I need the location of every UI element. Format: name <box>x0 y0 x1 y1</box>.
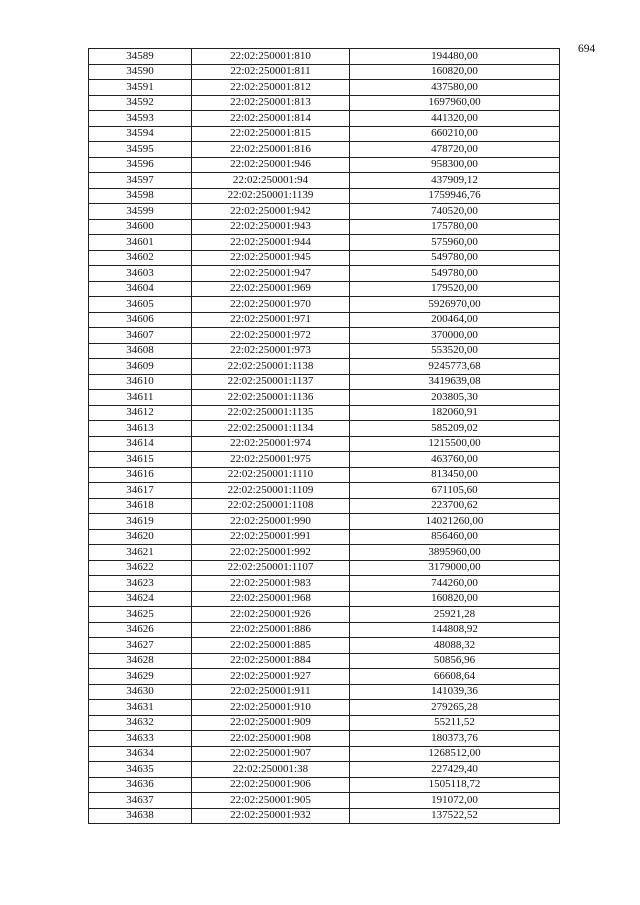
cadastral-value-cell: 958300,00 <box>350 157 560 173</box>
row-number-cell: 34630 <box>89 684 192 700</box>
row-number-cell: 34614 <box>89 436 192 452</box>
row-number-cell: 34629 <box>89 669 192 685</box>
cadastral-value-cell: 48088,32 <box>350 638 560 654</box>
cadastral-number-cell: 22:02:250001:1109 <box>192 483 350 499</box>
page-number: 694 <box>578 43 596 55</box>
cadastral-value-cell: 66608,64 <box>350 669 560 685</box>
row-number-cell: 34593 <box>89 111 192 127</box>
row-number-cell: 34638 <box>89 808 192 824</box>
cadastral-number-cell: 22:02:250001:971 <box>192 312 350 328</box>
table-row <box>89 49 560 65</box>
row-number-cell: 34633 <box>89 731 192 747</box>
cadastral-value-cell: 813450,00 <box>350 467 560 483</box>
row-number-cell: 34607 <box>89 328 192 344</box>
cadastral-number-cell: 22:02:250001:970 <box>192 297 350 313</box>
cadastral-value-cell: 194480,00 <box>350 49 560 65</box>
row-number-cell: 34631 <box>89 700 192 716</box>
cadastral-value-cell: 179520,00 <box>350 281 560 297</box>
row-number-cell: 34599 <box>89 204 192 220</box>
cadastral-number-cell: 22:02:250001:983 <box>192 576 350 592</box>
cadastral-value-cell: 144808,92 <box>350 622 560 638</box>
table-row <box>89 808 560 824</box>
cadastral-number-cell: 22:02:250001:814 <box>192 111 350 127</box>
table-row <box>89 142 560 158</box>
cadastral-number-cell: 22:02:250001:909 <box>192 715 350 731</box>
cadastral-number-cell: 22:02:250001:905 <box>192 793 350 809</box>
cadastral-value-cell: 180373,76 <box>350 731 560 747</box>
cadastral-number-cell: 22:02:250001:943 <box>192 219 350 235</box>
cadastral-number-cell: 22:02:250001:969 <box>192 281 350 297</box>
cadastral-number-cell: 22:02:250001:946 <box>192 157 350 173</box>
table-row <box>89 684 560 700</box>
table-row <box>89 250 560 266</box>
cadastral-value-cell: 55211,52 <box>350 715 560 731</box>
row-number-cell: 34597 <box>89 173 192 189</box>
cadastral-value-cell: 1505118,72 <box>350 777 560 793</box>
row-number-cell: 34591 <box>89 80 192 96</box>
row-number-cell: 34592 <box>89 95 192 111</box>
cadastral-number-cell: 22:02:250001:1108 <box>192 498 350 514</box>
cadastral-number-cell: 22:02:250001:907 <box>192 746 350 762</box>
cadastral-value-cell: 227429,40 <box>350 762 560 778</box>
cadastral-number-cell: 22:02:250001:816 <box>192 142 350 158</box>
cadastral-number-cell: 22:02:250001:908 <box>192 731 350 747</box>
cadastral-value-cell: 191072,00 <box>350 793 560 809</box>
row-number-cell: 34636 <box>89 777 192 793</box>
table-row <box>89 746 560 762</box>
row-number-cell: 34626 <box>89 622 192 638</box>
cadastral-number-cell: 22:02:250001:884 <box>192 653 350 669</box>
row-number-cell: 34632 <box>89 715 192 731</box>
table-row <box>89 638 560 654</box>
cadastral-number-cell: 22:02:250001:972 <box>192 328 350 344</box>
cadastral-number-cell: 22:02:250001:990 <box>192 514 350 530</box>
row-number-cell: 34617 <box>89 483 192 499</box>
row-number-cell: 34606 <box>89 312 192 328</box>
cadastral-value-cell: 575960,00 <box>350 235 560 251</box>
row-number-cell: 34594 <box>89 126 192 142</box>
table-row <box>89 467 560 483</box>
table-row <box>89 498 560 514</box>
cadastral-value-cell: 200464,00 <box>350 312 560 328</box>
cadastral-value-cell: 223700,62 <box>350 498 560 514</box>
row-number-cell: 34600 <box>89 219 192 235</box>
row-number-cell: 34611 <box>89 390 192 406</box>
row-number-cell: 34603 <box>89 266 192 282</box>
cadastral-value-cell: 744260,00 <box>350 576 560 592</box>
row-number-cell: 34625 <box>89 607 192 623</box>
table-row <box>89 483 560 499</box>
cadastral-number-cell: 22:02:250001:1136 <box>192 390 350 406</box>
cadastral-number-cell: 22:02:250001:1137 <box>192 374 350 390</box>
row-number-cell: 34635 <box>89 762 192 778</box>
table-row <box>89 80 560 96</box>
row-number-cell: 34604 <box>89 281 192 297</box>
table-row <box>89 715 560 731</box>
cadastral-number-cell: 22:02:250001:973 <box>192 343 350 359</box>
row-number-cell: 34619 <box>89 514 192 530</box>
cadastral-value-cell: 3895960,00 <box>350 545 560 561</box>
row-number-cell: 34622 <box>89 560 192 576</box>
table-row <box>89 312 560 328</box>
row-number-cell: 34624 <box>89 591 192 607</box>
table-row <box>89 762 560 778</box>
cadastral-value-cell: 549780,00 <box>350 266 560 282</box>
table-row <box>89 219 560 235</box>
cadastral-value-cell: 553520,00 <box>350 343 560 359</box>
table-row <box>89 157 560 173</box>
table-row <box>89 653 560 669</box>
cadastral-number-cell: 22:02:250001:911 <box>192 684 350 700</box>
cadastral-number-cell: 22:02:250001:815 <box>192 126 350 142</box>
row-number-cell: 34605 <box>89 297 192 313</box>
row-number-cell: 34623 <box>89 576 192 592</box>
cadastral-number-cell: 22:02:250001:811 <box>192 64 350 80</box>
cadastral-value-cell: 203805,30 <box>350 390 560 406</box>
cadastral-value-cell: 463760,00 <box>350 452 560 468</box>
cadastral-number-cell: 22:02:250001:991 <box>192 529 350 545</box>
row-number-cell: 34595 <box>89 142 192 158</box>
table-row <box>89 173 560 189</box>
cadastral-value-cell: 141039,36 <box>350 684 560 700</box>
cadastral-number-cell: 22:02:250001:38 <box>192 762 350 778</box>
cadastral-value-cell: 14021260,00 <box>350 514 560 530</box>
cadastral-number-cell: 22:02:250001:945 <box>192 250 350 266</box>
cadastral-number-cell: 22:02:250001:975 <box>192 452 350 468</box>
row-number-cell: 34602 <box>89 250 192 266</box>
row-number-cell: 34618 <box>89 498 192 514</box>
cadastral-number-cell: 22:02:250001:1134 <box>192 421 350 437</box>
table-row <box>89 390 560 406</box>
row-number-cell: 34610 <box>89 374 192 390</box>
table-row <box>89 731 560 747</box>
cadastral-value-cell: 441320,00 <box>350 111 560 127</box>
table-row <box>89 793 560 809</box>
table-row <box>89 591 560 607</box>
cadastral-value-cell: 5926970,00 <box>350 297 560 313</box>
row-number-cell: 34615 <box>89 452 192 468</box>
row-number-cell: 34628 <box>89 653 192 669</box>
cadastral-value-cell: 50856,96 <box>350 653 560 669</box>
table-row <box>89 777 560 793</box>
cadastral-value-cell: 137522,52 <box>350 808 560 824</box>
row-number-cell: 34609 <box>89 359 192 375</box>
table-row <box>89 188 560 204</box>
cadastral-value-cell: 175780,00 <box>350 219 560 235</box>
cadastral-value-cell: 1268512,00 <box>350 746 560 762</box>
table-row <box>89 560 560 576</box>
cadastral-number-cell: 22:02:250001:968 <box>192 591 350 607</box>
cadastral-value-cell: 1215500,00 <box>350 436 560 452</box>
cadastral-number-cell: 22:02:250001:906 <box>192 777 350 793</box>
cadastral-number-cell: 22:02:250001:812 <box>192 80 350 96</box>
table-row <box>89 607 560 623</box>
row-number-cell: 34620 <box>89 529 192 545</box>
cadastral-value-cell: 856460,00 <box>350 529 560 545</box>
cadastral-number-cell: 22:02:250001:926 <box>192 607 350 623</box>
table-row <box>89 622 560 638</box>
table-row <box>89 545 560 561</box>
cadastral-value-cell: 3419639,08 <box>350 374 560 390</box>
cadastral-value-cell: 9245773,68 <box>350 359 560 375</box>
cadastral-value-cell: 478720,00 <box>350 142 560 158</box>
table-row <box>89 421 560 437</box>
cadastral-value-cell: 437909,12 <box>350 173 560 189</box>
cadastral-value-cell: 549780,00 <box>350 250 560 266</box>
row-number-cell: 34589 <box>89 49 192 65</box>
table-row <box>89 343 560 359</box>
cadastral-number-cell: 22:02:250001:947 <box>192 266 350 282</box>
table-row <box>89 514 560 530</box>
row-number-cell: 34596 <box>89 157 192 173</box>
row-number-cell: 34608 <box>89 343 192 359</box>
cadastral-value-cell: 3179000,00 <box>350 560 560 576</box>
cadastral-number-cell: 22:02:250001:1139 <box>192 188 350 204</box>
cadastral-value-cell: 437580,00 <box>350 80 560 96</box>
table-row <box>89 669 560 685</box>
row-number-cell: 34634 <box>89 746 192 762</box>
cadastral-number-cell: 22:02:250001:1110 <box>192 467 350 483</box>
cadastral-value-table <box>88 48 560 824</box>
table-row <box>89 700 560 716</box>
cadastral-number-cell: 22:02:250001:94 <box>192 173 350 189</box>
cadastral-value-cell: 585209,02 <box>350 421 560 437</box>
row-number-cell: 34590 <box>89 64 192 80</box>
table-row <box>89 405 560 421</box>
cadastral-number-cell: 22:02:250001:1138 <box>192 359 350 375</box>
cadastral-value-cell: 370000,00 <box>350 328 560 344</box>
row-number-cell: 34612 <box>89 405 192 421</box>
cadastral-value-cell: 279265,28 <box>350 700 560 716</box>
table-row <box>89 297 560 313</box>
table-row <box>89 328 560 344</box>
cadastral-value-cell: 182060,91 <box>350 405 560 421</box>
table-row <box>89 64 560 80</box>
cadastral-number-cell: 22:02:250001:1135 <box>192 405 350 421</box>
row-number-cell: 34598 <box>89 188 192 204</box>
cadastral-number-cell: 22:02:250001:813 <box>192 95 350 111</box>
cadastral-number-cell: 22:02:250001:886 <box>192 622 350 638</box>
row-number-cell: 34601 <box>89 235 192 251</box>
cadastral-value-cell: 660210,00 <box>350 126 560 142</box>
cadastral-number-cell: 22:02:250001:992 <box>192 545 350 561</box>
cadastral-number-cell: 22:02:250001:910 <box>192 700 350 716</box>
cadastral-number-cell: 22:02:250001:944 <box>192 235 350 251</box>
cadastral-value-cell: 25921,28 <box>350 607 560 623</box>
table-row <box>89 529 560 545</box>
cadastral-number-cell: 22:02:250001:927 <box>192 669 350 685</box>
row-number-cell: 34616 <box>89 467 192 483</box>
table-row <box>89 374 560 390</box>
cadastral-number-cell: 22:02:250001:1107 <box>192 560 350 576</box>
table-row <box>89 95 560 111</box>
row-number-cell: 34613 <box>89 421 192 437</box>
cadastral-value-cell: 1759946,76 <box>350 188 560 204</box>
cadastral-value-cell: 160820,00 <box>350 591 560 607</box>
table-row <box>89 452 560 468</box>
table-row <box>89 126 560 142</box>
cadastral-number-cell: 22:02:250001:932 <box>192 808 350 824</box>
cadastral-value-cell: 160820,00 <box>350 64 560 80</box>
table-row <box>89 111 560 127</box>
row-number-cell: 34621 <box>89 545 192 561</box>
row-number-cell: 34637 <box>89 793 192 809</box>
cadastral-value-cell: 671105,60 <box>350 483 560 499</box>
cadastral-number-cell: 22:02:250001:885 <box>192 638 350 654</box>
row-number-cell: 34627 <box>89 638 192 654</box>
table-row <box>89 266 560 282</box>
table-row <box>89 281 560 297</box>
table-body <box>89 49 560 824</box>
cadastral-number-cell: 22:02:250001:810 <box>192 49 350 65</box>
cadastral-value-cell: 1697960,00 <box>350 95 560 111</box>
cadastral-number-cell: 22:02:250001:974 <box>192 436 350 452</box>
cadastral-number-cell: 22:02:250001:942 <box>192 204 350 220</box>
table-row <box>89 576 560 592</box>
table-row <box>89 436 560 452</box>
cadastral-value-cell: 740520,00 <box>350 204 560 220</box>
table-row <box>89 359 560 375</box>
table-row <box>89 204 560 220</box>
table-row <box>89 235 560 251</box>
